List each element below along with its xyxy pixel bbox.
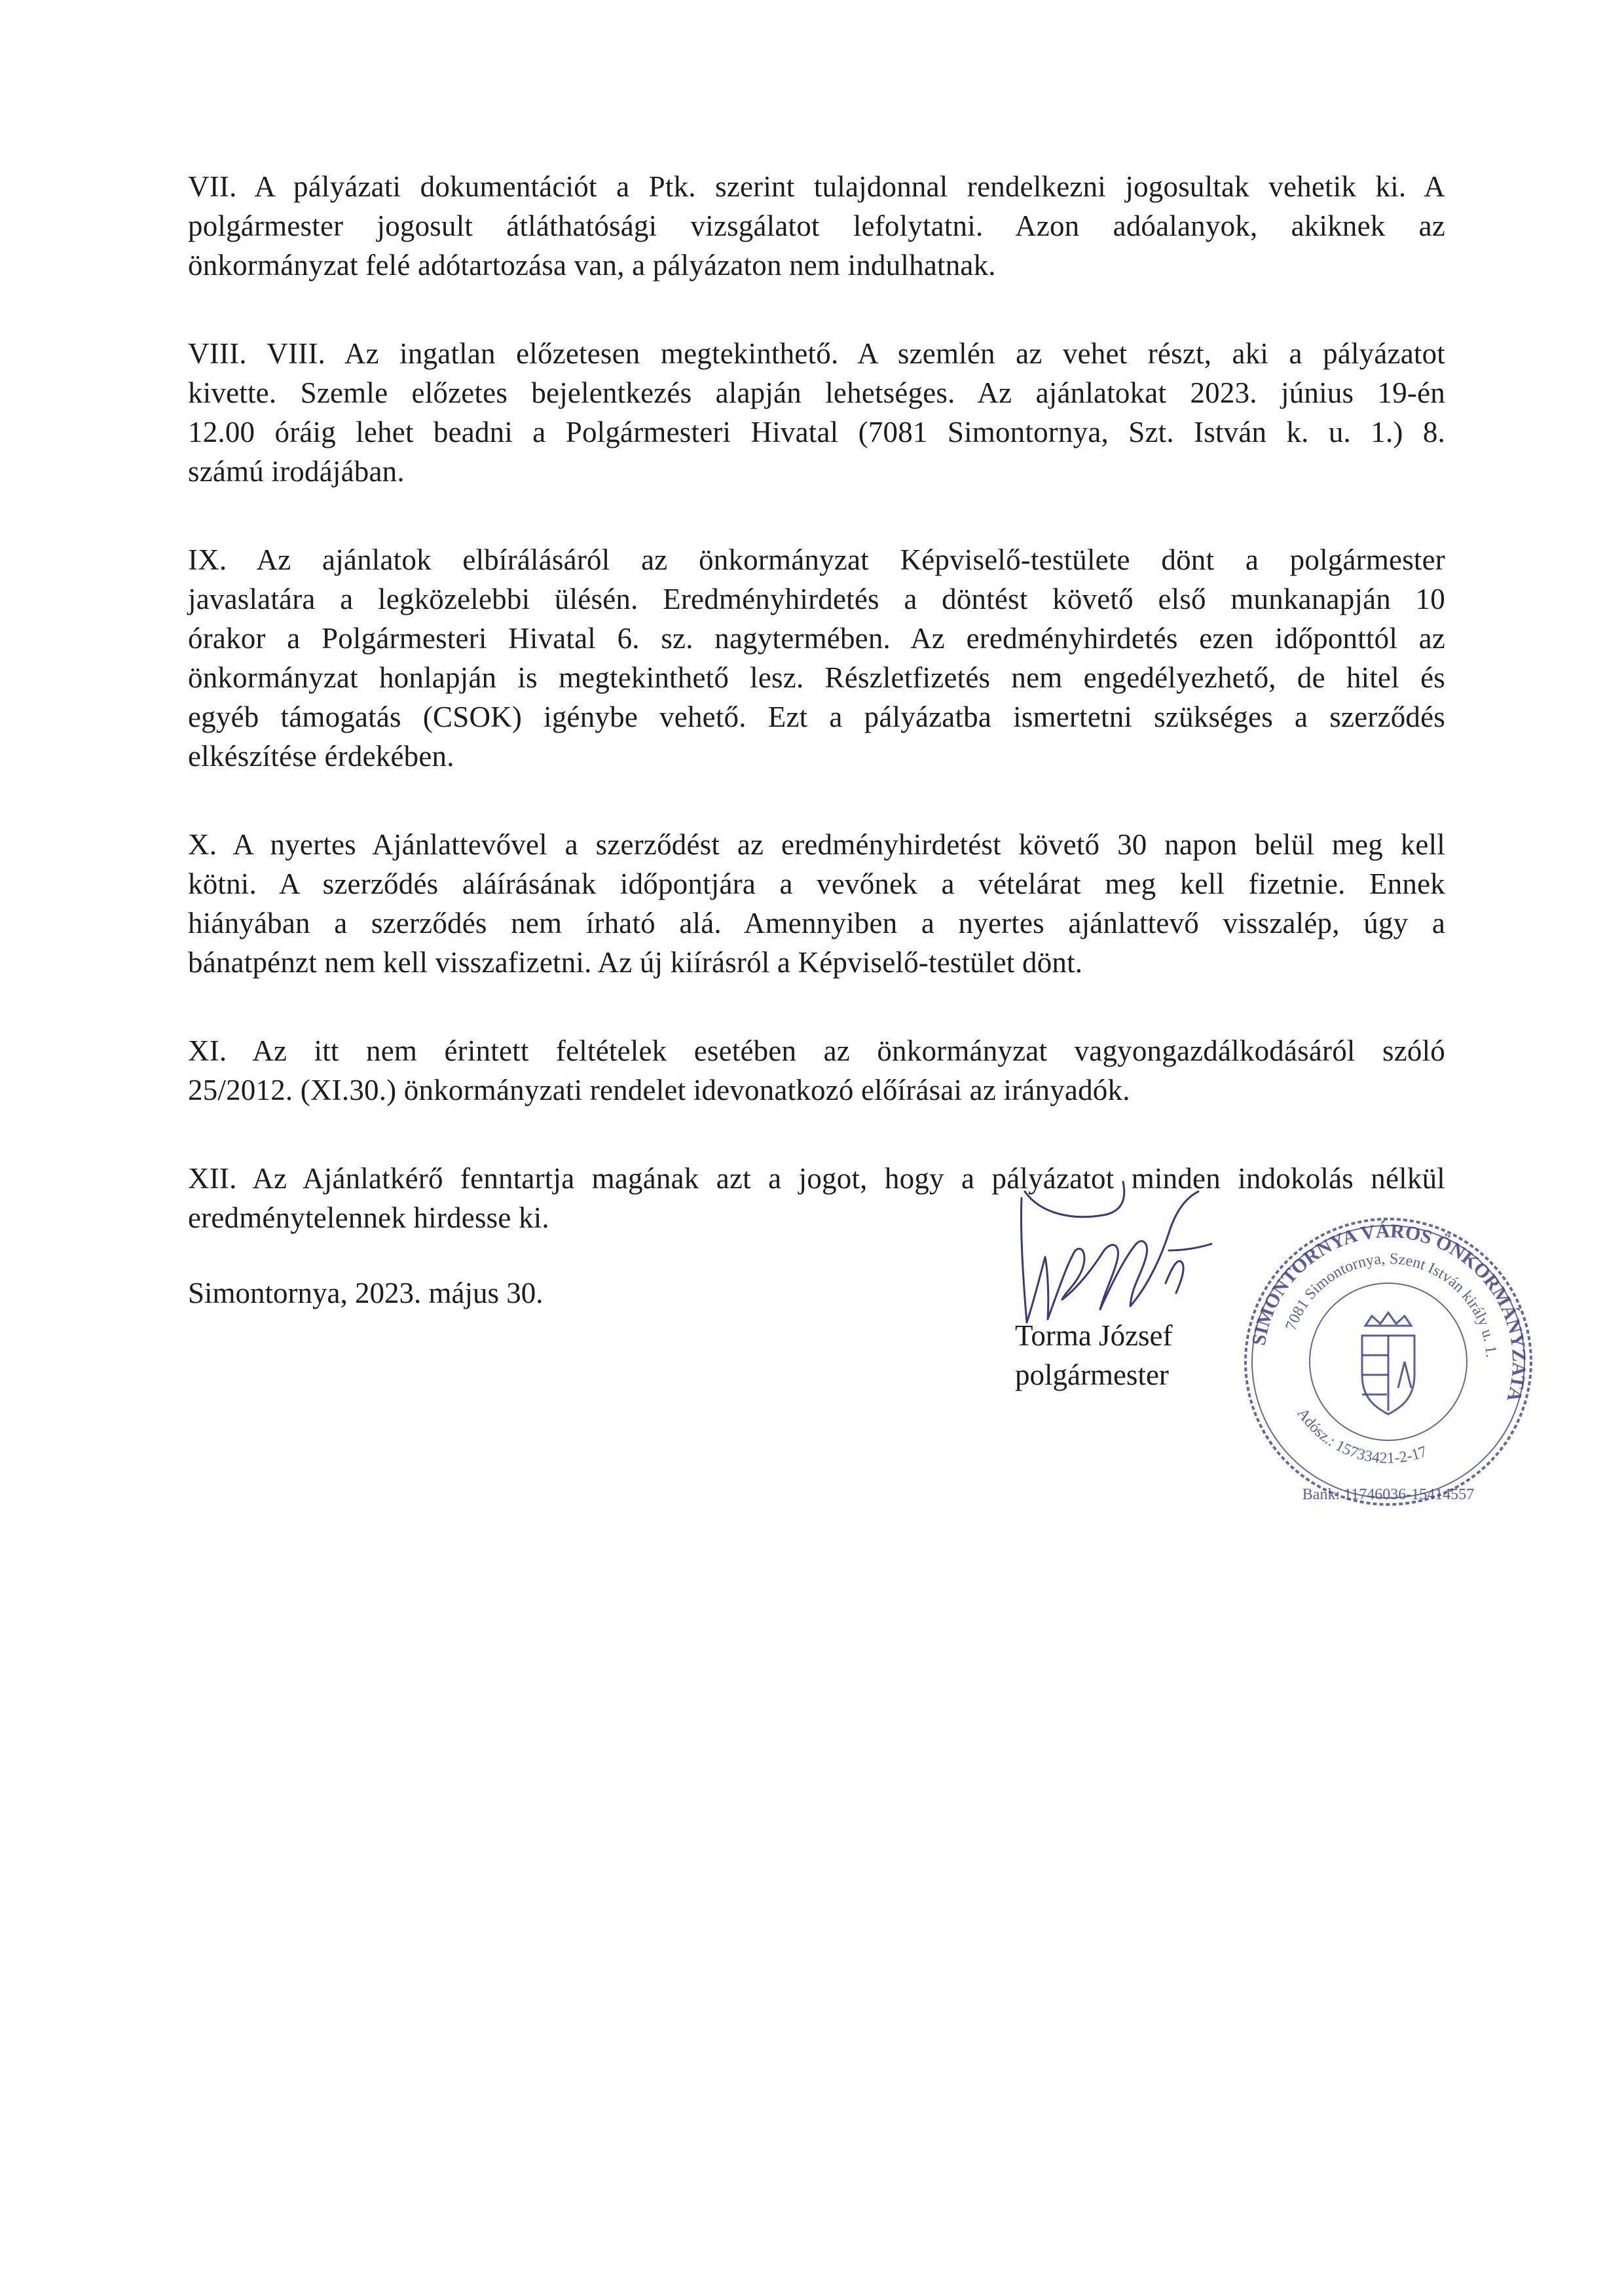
- paragraph-ix: [188, 540, 1445, 776]
- signatory-name: Torma József: [1015, 1319, 1173, 1352]
- paragraph-viii: [188, 334, 1445, 491]
- text-line: 25/2012. (XI.30.) önkormányzati rendelet idevonatkozó előírásai az irányadók.: [188, 1074, 1130, 1106]
- text-line: önkormányzat felé adótartozása van, a pályázaton nem indulhatnak.: [188, 249, 996, 282]
- text-line: eredménytelennek hirdesse ki.: [188, 1201, 549, 1234]
- text-line: számú irodájában.: [188, 455, 405, 488]
- text-line: egyéb támogatás (CSOK) igénybe vehető. Ezt a pályázatba ismertetni szükséges a szerződés: [188, 701, 1445, 733]
- text-line: hiányában a szerződés nem írható alá. Amennyiben a nyertes ajánlattevő visszalép, úgy a: [188, 907, 1445, 939]
- text-line: XII. Az Ajánlatkérő fenntartja magának azt a jogot, hogy a pályázatot minden indokolás nélkül: [188, 1162, 1445, 1195]
- signatory-block: [1015, 1316, 1173, 1394]
- stamp-outer-text: SIMONTORNYA VÁROS ÖNKORMÁNYZATA: [1247, 1220, 1530, 1404]
- stamp-bank-text: Bank: 11746036-15414557: [1302, 1486, 1475, 1503]
- text-line: bánatpénzt nem kell visszafizetni. Az új kiírásról a Képviselő-testület dönt.: [188, 946, 1083, 979]
- text-line: javaslatára a legközelebbi ülésén. Eredményhirdetés a döntést követő első munkanapján 10: [188, 583, 1445, 615]
- official-stamp: [1238, 1211, 1539, 1512]
- text-line: órakor a Polgármesteri Hivatal 6. sz. nagytermében. Az eredményhirdetés ezen időponttól az: [188, 622, 1445, 655]
- text-line: kötni. A szerződés aláírásának időpontjára a vevőnek a vételárat meg kell fizetnie. Ennek: [188, 867, 1445, 900]
- paragraph-vii: [188, 167, 1445, 285]
- document-body: [188, 167, 1445, 1286]
- signatory-title: polgármester: [1015, 1358, 1169, 1391]
- text-line: X. A nyertes Ajánlattevővel a szerződést az eredményhirdetést követő 30 napon belül meg kell: [188, 828, 1445, 861]
- text-line: önkormányzat honlapján is megtekinthető lesz. Részletfizetés nem engedélyezhető, de hitel és: [188, 661, 1445, 694]
- place-and-date: Simontornya, 2023. május 30.: [188, 1277, 544, 1309]
- text-line: VII. A pályázati dokumentációt a Ptk. szerint tulajdonnal rendelkezni jogosultak vehetik ki. A: [188, 170, 1445, 203]
- stamp-tax-text: Adósz.: 15733421-2-17: [1293, 1405, 1430, 1467]
- paragraph-x: [188, 825, 1445, 982]
- paragraph-xi: [188, 1031, 1445, 1110]
- text-line: elkészítése érdekében.: [188, 740, 454, 773]
- text-line: kivette. Szemle előzetes bejelentkezés alapján lehetséges. Az ajánlatokat 2023. június 19-én: [188, 376, 1445, 409]
- stamp-inner-text: 7081 Simontornya, Szent István király u. 1.: [1282, 1250, 1500, 1358]
- text-line: 12.00 óráig lehet beadni a Polgármesteri Hivatal (7081 Simontornya, Szt. István k. u. 1.) 8.: [188, 416, 1445, 448]
- text-line: VIII. VIII. Az ingatlan előzetesen megtekinthető. A szemlén az vehet részt, aki a pályázatot: [188, 337, 1445, 370]
- text-line: XI. Az itt nem érintett feltételek esetében az önkormányzat vagyongazdálkodásáról szóló: [188, 1034, 1445, 1067]
- text-line: polgármester jogosult átláthatósági vizsgálatot lefolytatni. Azon adóalanyok, akiknek az: [188, 210, 1445, 242]
- text-line: IX. Az ajánlatok elbírálásáról az önkormányzat Képviselő-testülete dönt a polgármester: [188, 543, 1445, 576]
- coat-of-arms-icon: [1362, 1313, 1414, 1414]
